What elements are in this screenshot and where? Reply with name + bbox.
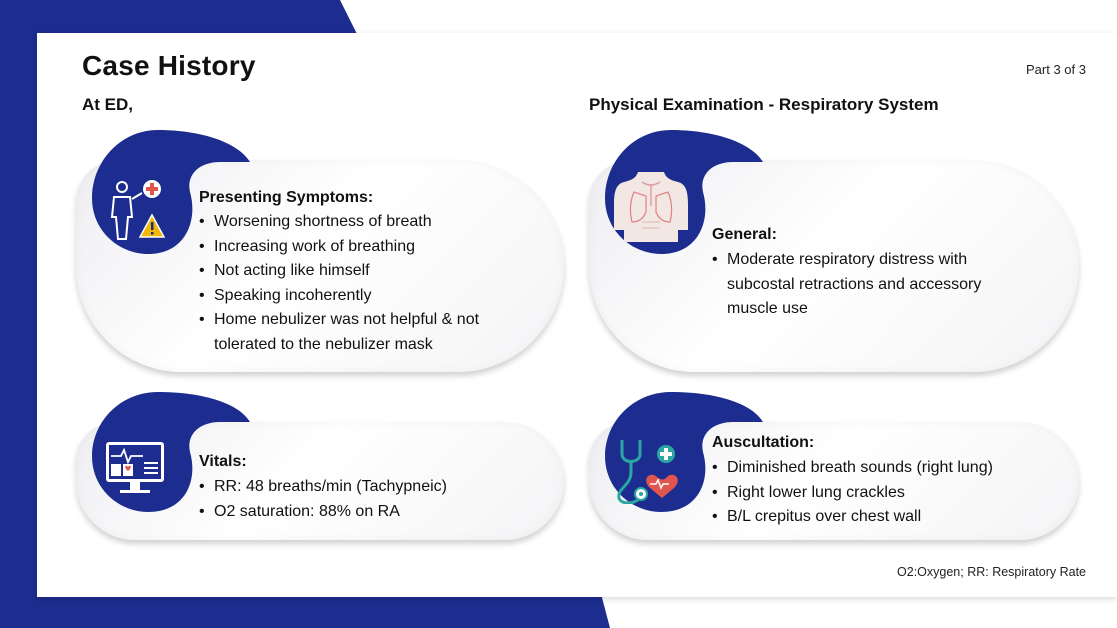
- right-section-heading: Physical Examination - Respiratory System: [589, 95, 939, 114]
- list-item: [712, 273, 981, 298]
- auscultation-title: Auscultation:: [712, 434, 815, 451]
- general-title: General:: [712, 226, 777, 243]
- list-item: • Not acting like himself: [199, 259, 479, 284]
- patient-alert-icon: [100, 175, 168, 243]
- list-item: • Speaking incoherently: [199, 284, 479, 309]
- list-item: • Diminished breath sounds (right lung): [712, 456, 993, 481]
- auscultation-list: [712, 456, 993, 530]
- vital-monitor-icon: [104, 440, 166, 496]
- part-indicator: Part 3 of 3: [1026, 62, 1086, 77]
- list-item: • Worsening shortness of breath: [199, 210, 479, 235]
- page-title: Case History: [82, 50, 256, 81]
- list-item: [712, 297, 981, 322]
- list-item: • O2 saturation: 88% on RA: [199, 500, 447, 525]
- list-item-continuation: muscle use: [727, 300, 808, 317]
- stethoscope-heart-icon: [614, 436, 684, 504]
- list-item-continuation: subcostal retractions and accessory: [727, 275, 982, 293]
- list-item: • Increasing work of breathing: [199, 235, 479, 260]
- list-item: • B/L crepitus over chest wall: [712, 505, 993, 530]
- chest-lungs-icon: [612, 170, 690, 244]
- list-item-continuation: tolerated to the nebulizer mask: [214, 335, 433, 353]
- left-section-heading: At ED,: [82, 95, 133, 114]
- symptoms-title: Presenting Symptoms:: [199, 189, 374, 206]
- vitals-title: Vitals:: [199, 453, 247, 470]
- list-item: • Right lower lung crackles: [712, 481, 993, 506]
- list-item: • RR: 48 breaths/min (Tachypneic): [199, 475, 447, 500]
- symptoms-list: [199, 210, 479, 357]
- vitals-list: [199, 475, 447, 524]
- general-list: [712, 248, 981, 322]
- list-item: [199, 333, 479, 358]
- list-item: • Home nebulizer was not helpful & not: [199, 308, 479, 333]
- footnote: O2:Oxygen; RR: Respiratory Rate: [897, 565, 1086, 579]
- list-item: • Moderate respiratory distress with: [712, 248, 981, 273]
